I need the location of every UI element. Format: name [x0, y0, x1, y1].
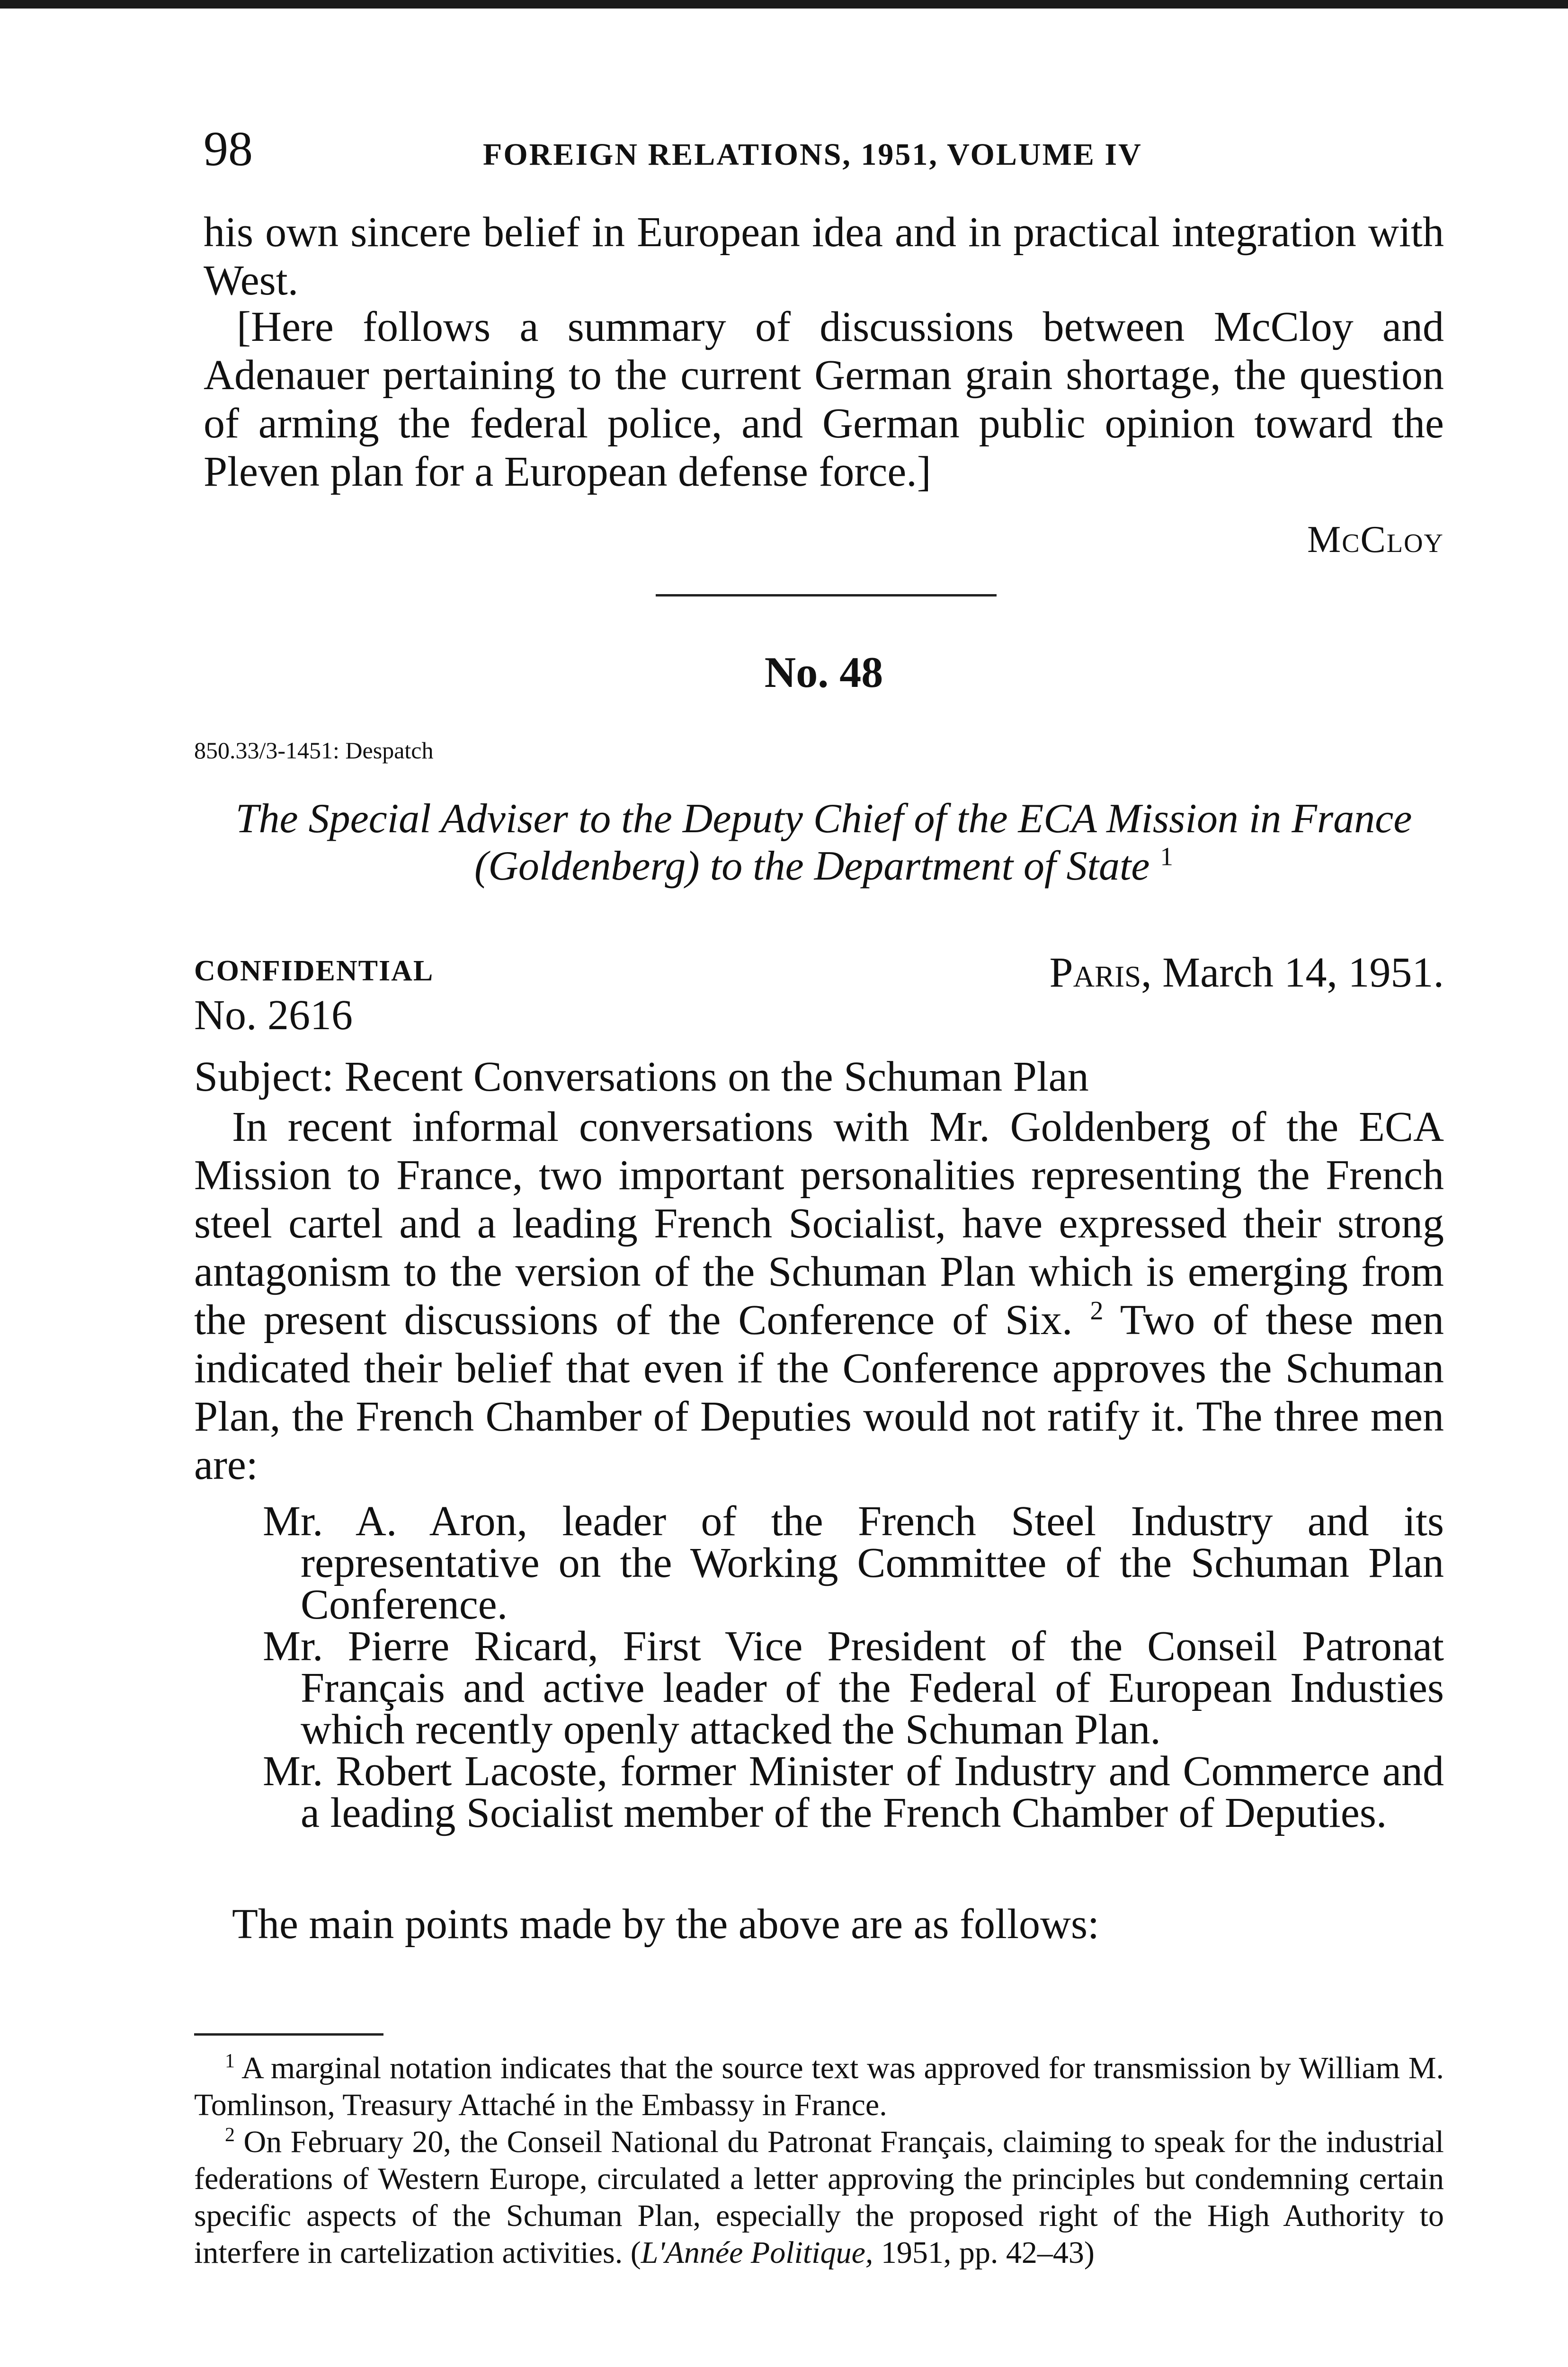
- classification-row: [194, 947, 1444, 999]
- footnote-2-marker: 2: [225, 2124, 235, 2146]
- footnote-2: [194, 2124, 1444, 2271]
- body-text-part1: In recent informal conversations with Mr. Goldenberg of the ECA Mission to France, two important personalities representing the French steel cartel and a leading French Socialist, have expressed their strong antagonism to the version of the Schuman Plan which is emerging from the present discussions of the Conference of Six.: [194, 1103, 1444, 1344]
- footnote-2-citation-open: (: [630, 2235, 641, 2270]
- page-number: 98: [204, 122, 253, 176]
- footnote-2-citation-title: L'Année Politique,: [641, 2235, 873, 2270]
- top-edge-rule: [0, 0, 1568, 9]
- document-title: [204, 795, 1444, 890]
- footnote-1: [194, 2050, 1444, 2124]
- document-title-text: The Special Adviser to the Deputy Chief of the ECA Mission in France (Goldenberg) to the Department of State: [235, 796, 1412, 889]
- dateline-date: March 14, 1951.: [1162, 949, 1444, 996]
- previous-document-closing-paragraph: his own sincere belief in European idea and in practical integration with West.: [204, 209, 1444, 304]
- footnotes: [194, 2050, 1444, 2271]
- person-item: Mr. A. Aron, leader of the French Steel Industry and its representative on the Working Committee of the Schuman Plan Conference.: [263, 1498, 1444, 1628]
- page-header: [204, 118, 1444, 189]
- section-divider: [656, 594, 997, 596]
- dateline: [1050, 947, 1444, 999]
- footnote-2-text: On February 20, the Conseil National du Patronat Français, claiming to speak for the industrial federations of Western Europe, circulated a letter approving the principles but condemning certain specific aspects of the Schuman Plan, especially the proposed right of the High Authority to interfere in cartelization activities.: [194, 2125, 1444, 2270]
- running-head: FOREIGN RELATIONS, 1951, VOLUME IV: [483, 137, 1142, 172]
- signature: McCloy: [1307, 519, 1444, 561]
- person-item: Mr. Robert Lacoste, former Minister of Industry and Commerce and a leading Socialist member of the French Chamber of Deputies.: [263, 1748, 1444, 1836]
- footnote-2-citation-rest: 1951, pp. 42–43): [873, 2235, 1095, 2270]
- classification-label: CONFIDENTIAL: [194, 955, 434, 987]
- subject-line: Subject: Recent Conversations on the Schuman Plan: [194, 1053, 1089, 1100]
- document-number: No. 48: [764, 648, 883, 696]
- footnote-1-text: A marginal notation indicates that the source text was approved for transmission by William M. Tomlinson, Treasury Attaché in the Embassy in France.: [194, 2051, 1444, 2122]
- dateline-place: Paris,: [1049, 949, 1152, 996]
- closing-line: The main points made by the above are as follows:: [232, 1901, 1099, 1948]
- person-item: Mr. Pierre Ricard, First Vice President of the Conseil Patronat Français and active leader of the Federal of European Industies which recently openly attacked the Schuman Plan.: [263, 1623, 1444, 1753]
- file-reference: 850.33/3-1451: Despatch: [194, 737, 434, 764]
- body-text-part2: Two of these men indicated their belief that even if the Conference approves the Schuman Plan, the French Chamber of Deputies would not ratify it. The three men are:: [194, 1297, 1444, 1488]
- footnote-rule: [194, 2033, 383, 2036]
- persons-list: [194, 1498, 1444, 1836]
- footnote-ref-2: 2: [1090, 1296, 1104, 1326]
- body-paragraph: [194, 1103, 1444, 1489]
- footnote-1-marker: 1: [225, 2050, 235, 2072]
- despatch-number: No. 2616: [194, 992, 353, 1039]
- editorial-note: [Here follows a summary of discussions between McCloy and Adenauer pertaining to the current German grain shortage, the question of arming the federal police, and German public opinion toward the Pleven plan for a European defense force.]: [204, 303, 1444, 495]
- footnote-ref-1: 1: [1160, 842, 1173, 871]
